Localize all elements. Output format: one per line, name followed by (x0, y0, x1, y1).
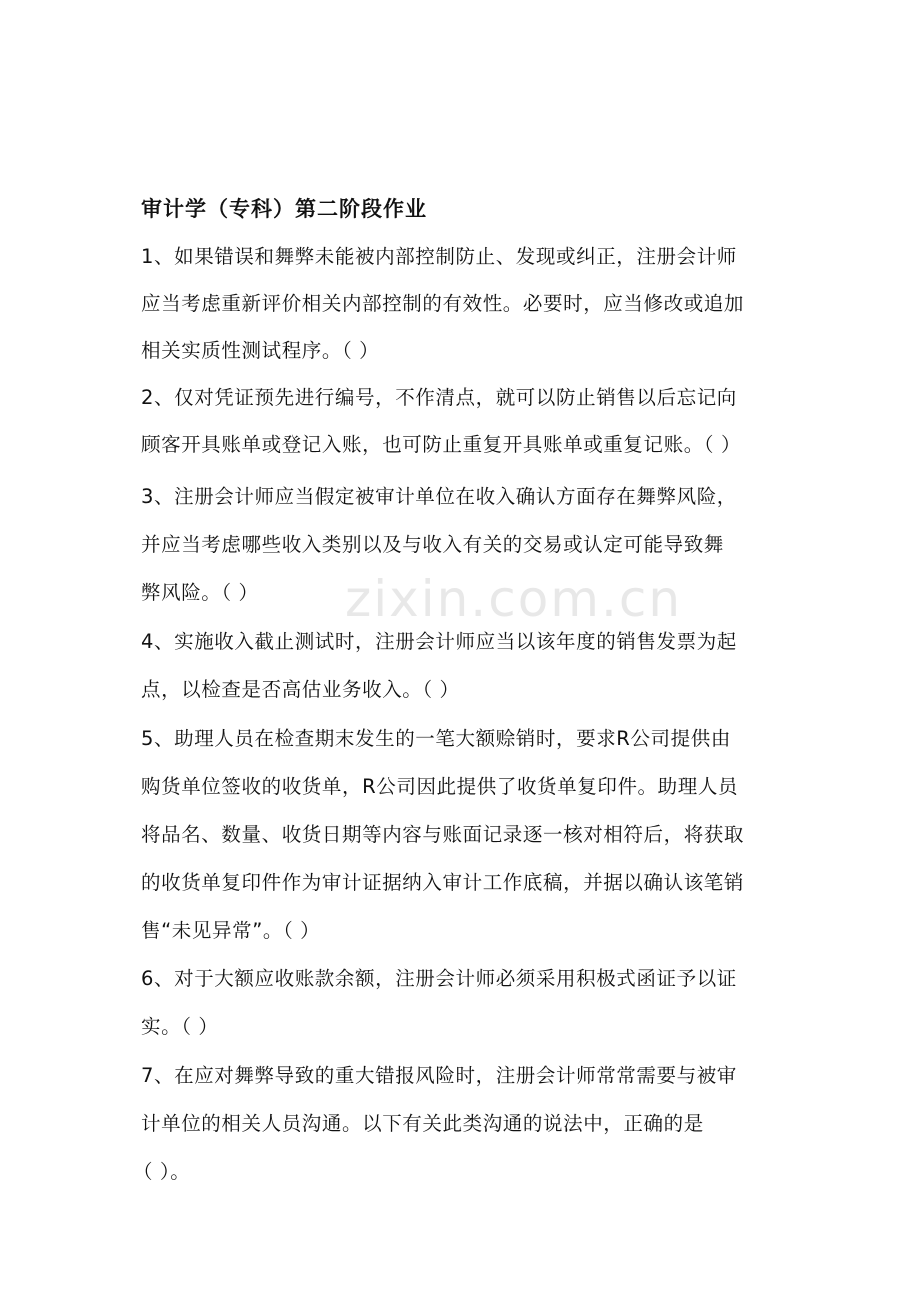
text-line: 弊风险。（ ） (141, 581, 259, 604)
text-line: 售“未见异常”。（ ） (141, 919, 321, 942)
text-line: 顾客开具账单或登记入账，也可防止重复开具账单或重复记账。（ ） (141, 433, 742, 456)
text-line: 6、对于大额应收账款余额，注册会计师必须采用积极式函证予以证 (141, 967, 737, 990)
text-line: 计单位的相关人员沟通。以下有关此类沟通的说法中，正确的是 (141, 1112, 704, 1135)
text-line: 4、实施收入截止测试时，注册会计师应当以该年度的销售发票为起 (141, 630, 737, 653)
text-line: 将品名、数量、收货日期等内容与账面记录逐一核对相符后，将获取 (141, 823, 745, 846)
text-line: （ ）。 (133, 1160, 191, 1183)
text-line: 5、助理人员在检查期末发生的一笔大额赊销时，要求R公司提供由 (141, 727, 731, 750)
text-line: 实。（ ） (141, 1015, 219, 1038)
text-line: 1、如果错误和舞弊未能被内部控制防止、发现或纠正，注册会计师 (141, 245, 737, 268)
page-title: 审计学（专科）第二阶段作业 (141, 197, 427, 221)
text-line: 购货单位签收的收货单，R公司因此提供了收货单复印件。助理人员 (141, 775, 739, 798)
text-line: 3、注册会计师应当假定被审计单位在收入确认方面存在舞弊风险， (141, 485, 737, 508)
text-line: 点，以检查是否高估业务收入。（ ） (141, 678, 460, 701)
text-line: 并应当考虑哪些收入类别以及与收入有关的交易或认定可能导致舞 (141, 533, 724, 556)
text-line: 7、在应对舞弊导致的重大错报风险时，注册会计师常常需要与被审 (141, 1064, 737, 1087)
text-line: 应当考虑重新评价相关内部控制的有效性。必要时，应当修改或追加 (141, 292, 745, 315)
text-line: 的收货单复印件作为审计证据纳入审计工作底稿，并据以确认该笔销 (141, 871, 745, 894)
text-line: 相关实质性测试程序。（ ） (141, 339, 380, 362)
watermark: zixin.com.cn (345, 570, 683, 628)
text-line: 2、仅对凭证预先进行编号，不作清点，就可以防止销售以后忘记向 (141, 386, 737, 409)
